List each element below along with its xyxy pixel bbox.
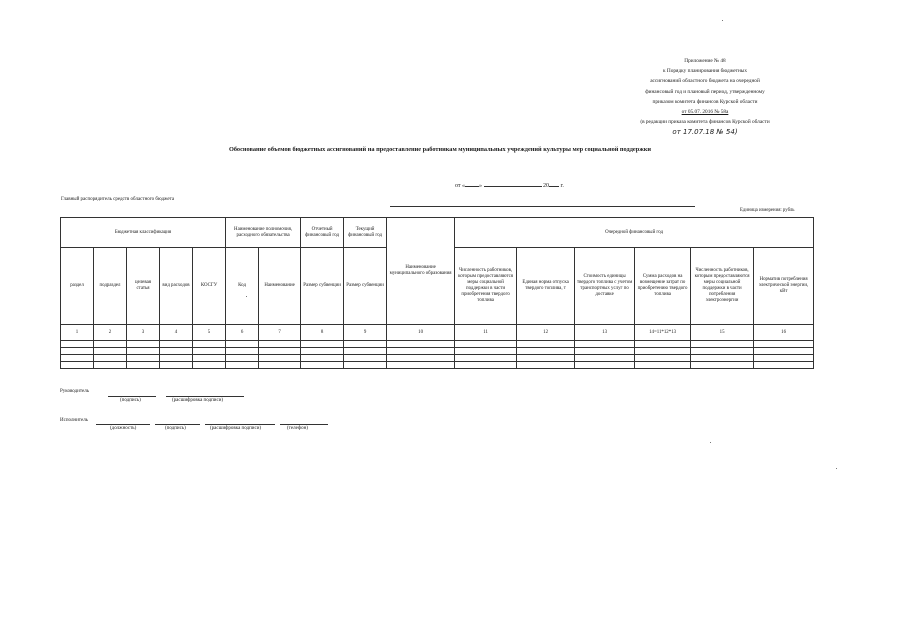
exec-caption-sign: (подпись): [165, 426, 186, 431]
manager-label: Главный распорядитель средств областного бюджета: [61, 197, 175, 202]
document-title: Обоснование объемов бюджетных ассигнований на предоставление работникам муниципальных учреждений культуры мер социальной поддержки: [228, 146, 652, 153]
col-header: Стоимость единицы твердого топлива с учетом транспортных услуг по доставке: [575, 248, 635, 325]
exec-phone-line: [280, 424, 328, 425]
year-prefix: 20: [543, 183, 550, 189]
header-current-year: Текущий финансовый год: [344, 218, 387, 248]
exec-caption-position: (должность): [110, 426, 137, 431]
col-header: Численность работников, которым предоставляются меры социальной поддержки в части приобретения твердого топлива: [455, 248, 517, 325]
date-mid: »: [479, 183, 483, 189]
units-label: Единица измерения: рубль: [740, 208, 795, 213]
head-caption-sign: (подпись): [120, 398, 141, 403]
col-number: 13: [575, 325, 635, 341]
appendix-line: к Порядку планирования бюджетных: [662, 68, 747, 75]
col-number: 5: [193, 325, 226, 341]
scan-speck: [836, 468, 837, 469]
exec-caption-name: (расшифровка подписи): [210, 426, 262, 431]
col-header: КОСГУ: [193, 248, 226, 325]
col-number: 7: [259, 325, 301, 341]
exec-label: Исполнитель: [60, 418, 88, 423]
col-header: вид расходов: [160, 248, 193, 325]
col-number: 1: [61, 325, 94, 341]
col-header: Численность работников, которым предоставляются меры социальной поддержки в части потребления электроэнергии: [691, 248, 754, 325]
col-number: 8: [301, 325, 344, 341]
col-header: Сумма расходов на возмещение затрат по приобретению твердого топлива: [635, 248, 691, 325]
appendix-line: (в редакции приказа комитета финансов Курской области: [640, 119, 770, 126]
table-row: [61, 355, 814, 362]
appendix-line: финансовый год и плановый период, утвержденному: [645, 88, 765, 95]
header-municipality: Наименование муниципального образования: [387, 218, 455, 325]
col-header: подраздел: [94, 248, 127, 325]
header-obligation-name: Наименование полномочия, расходного обязательства: [226, 218, 301, 248]
appendix-line: приказом комитета финансов Курской области: [652, 98, 758, 105]
exec-name-line: [205, 424, 275, 425]
header-reporting-year: Отчетный финансовый год: [301, 218, 344, 248]
col-header: раздел: [61, 248, 94, 325]
month-blank: [484, 180, 542, 187]
appendix-line: Приложение № 48: [684, 58, 726, 64]
appendix-line: ассигнований областного бюджета на очередной: [650, 78, 760, 85]
head-name-line: [166, 396, 244, 397]
table-row: [61, 348, 814, 355]
header-next-year: Очередной финансовый год: [455, 218, 814, 248]
col-header: Единая норма отпуска твердого топлива, т: [517, 248, 575, 325]
head-caption-name: (расшифровка подписи): [172, 398, 224, 403]
date-line: [455, 180, 564, 189]
exec-caption-phone: (телефон): [287, 426, 308, 431]
head-sign-line: [108, 396, 156, 397]
scan-speck: [722, 20, 723, 21]
head-label: Руководитель: [60, 389, 90, 394]
table-row: [61, 341, 814, 348]
col-header: целевая статья: [127, 248, 160, 325]
appendix-block: [600, 56, 810, 138]
manager-line: [390, 206, 695, 207]
col-header: Норматив потребления электрической энергии, кВт: [754, 248, 814, 325]
col-number: 16: [754, 325, 814, 341]
col-header: Размер субвенции: [301, 248, 344, 325]
exec-position-line: [96, 424, 150, 425]
col-number: 3: [127, 325, 160, 341]
col-number: 11: [455, 325, 517, 341]
col-number: 6: [226, 325, 259, 341]
col-number: 12: [517, 325, 575, 341]
date-suffix: г.: [560, 183, 564, 189]
col-header: Размер субвенции: [344, 248, 387, 325]
col-header: Наименование: [259, 248, 301, 325]
scan-speck: [246, 296, 247, 297]
col-number: 4: [160, 325, 193, 341]
col-number: 15: [691, 325, 754, 341]
col-number: 14=11*12*13: [635, 325, 691, 341]
budget-table: [60, 217, 814, 369]
col-header: Код: [226, 248, 259, 325]
col-number: 2: [94, 325, 127, 341]
day-blank: [465, 180, 479, 187]
appendix-line: от 05.07. 2016 № 58а: [681, 109, 729, 116]
exec-sign-line: [155, 424, 200, 425]
header-budget-classification: Бюджетная классификация: [61, 218, 226, 248]
table-row: [61, 362, 814, 369]
col-number: 9: [344, 325, 387, 341]
date-prefix: от «: [455, 183, 466, 189]
year-blank: [549, 180, 559, 187]
col-number: 10: [387, 325, 455, 341]
appendix-line-handwritten: от 17.07.18 № 54): [672, 128, 738, 137]
scan-speck: [710, 442, 711, 443]
